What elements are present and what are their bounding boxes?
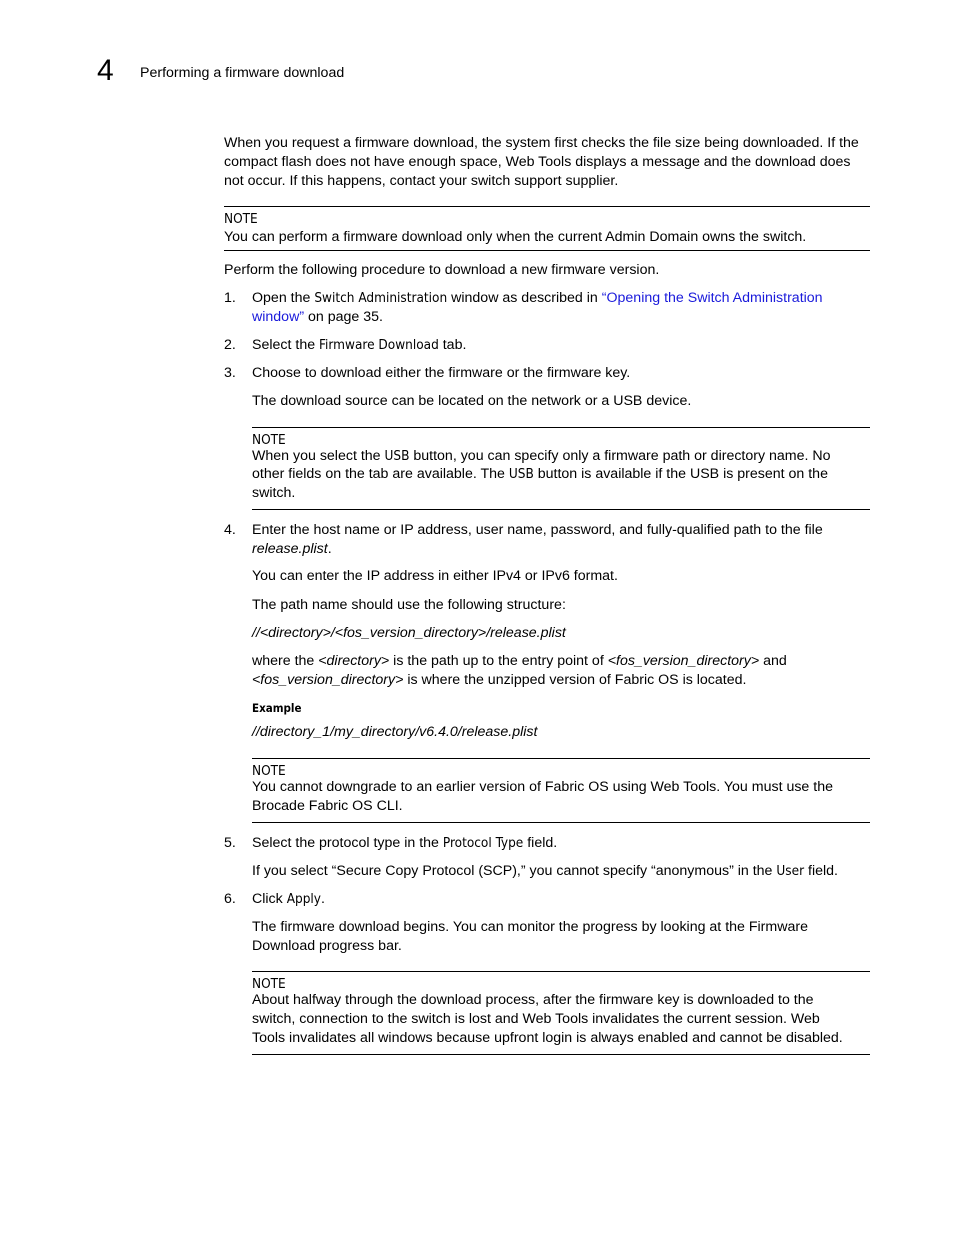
note-text: When you select the USB button, you can specify only a firmware path or directory name. No	[252, 448, 831, 464]
file-name: release.plist	[252, 541, 328, 557]
note-downgrade	[252, 758, 870, 823]
step-text: Select the	[252, 337, 320, 353]
step-3-detail: The download source can be located on the network or a USB device.	[252, 393, 692, 409]
note-halfway	[252, 971, 870, 1055]
note-label: NOTE	[252, 976, 286, 992]
step-5-detail: If you select “Secure Copy Protocol (SCP),” you cannot specify “anonymous” in the User field.	[252, 863, 838, 879]
note-text: Brocade Fabric OS CLI.	[252, 798, 403, 814]
step-number: 1.	[224, 290, 236, 306]
note-label: NOTE	[252, 432, 286, 448]
step-text: window as described in	[447, 290, 602, 306]
step-number: 6.	[224, 891, 236, 907]
note-label: NOTE	[224, 211, 258, 227]
procedure-intro: Perform the following procedure to download a new firmware version.	[224, 262, 660, 278]
step-6: Click Apply.	[252, 891, 325, 907]
note-label: NOTE	[252, 763, 286, 779]
path-structure: //<directory>/<fos_version_directory>/release.plist	[252, 625, 566, 641]
ui-label-protocol-type: Protocol Type	[442, 835, 524, 851]
step-number: 2.	[224, 337, 236, 353]
note-admin-domain	[224, 206, 870, 251]
step-text: tab.	[438, 337, 467, 353]
step-6-detail: The firmware download begins. You can monitor the progress by looking at the Firmware Download progress bar.	[252, 919, 808, 954]
step-1	[252, 289, 872, 327]
ui-label-usb: USB	[508, 466, 534, 482]
step-2	[252, 336, 466, 355]
note-text: other fields on the tab are available. The USB button is available if the USB is present on the	[252, 466, 828, 482]
intro-paragraph: When you request a firmware download, the system first checks the file size being downloaded. If the compact flash does not have enough space, Web Tools displays a message and the download does not occur. If this happens, contact your switch support supplier.	[224, 135, 859, 189]
step-4: Enter the host name or IP address, user name, password, and fully-qualified path to the file release.plist.	[252, 521, 872, 559]
cross-reference-link-cont[interactable]: window”	[252, 309, 305, 325]
step-number: 3.	[224, 365, 236, 381]
step-number: 4.	[224, 522, 236, 538]
cross-reference-link[interactable]: “Opening the Switch Administration	[601, 290, 823, 306]
path-explanation: where the <directory> is the path up to the entry point of <fos_version_directory> and <fos_version_directory> is where the unzipped version of Fabric OS is located.	[252, 653, 787, 688]
step-number: 5.	[224, 835, 236, 851]
step-4-detail-path: The path name should use the following structure:	[252, 597, 566, 613]
ui-label-switch-administration: Switch Administration	[314, 290, 448, 306]
step-4-detail-ip: You can enter the IP address in either IPv4 or IPv6 format.	[252, 568, 618, 584]
note-text: You cannot downgrade to an earlier version of Fabric OS using Web Tools. You must use the	[252, 779, 833, 795]
step-3: Choose to download either the firmware or the firmware key.	[252, 365, 631, 381]
ui-label-firmware-download: Firmware Download	[319, 337, 439, 353]
step-text: on page 35.	[304, 309, 383, 325]
note-usb	[252, 427, 870, 510]
note-text: About halfway through the download process, after the firmware key is downloaded to the	[252, 992, 814, 1008]
note-text: You can perform a firmware download only when the current Admin Domain owns the switch.	[224, 229, 807, 245]
chapter-title: Performing a firmware download	[140, 65, 345, 81]
step-5: Select the protocol type in the Protocol Type field.	[252, 835, 558, 851]
note-text: Tools invalidates all windows because upfront login is always enabled and cannot be disabled.	[252, 1030, 843, 1046]
ui-label-usb: USB	[384, 448, 410, 464]
ui-label-user: User	[776, 863, 805, 879]
ui-label-apply: Apply	[286, 891, 321, 907]
example-label: Example	[252, 701, 302, 715]
step-text: Open the	[252, 290, 315, 306]
note-text: switch, connection to the switch is lost and Web Tools invalidates the current session. Web	[252, 1011, 820, 1027]
chapter-number: 4	[97, 54, 114, 87]
example-path: //directory_1/my_directory/v6.4.0/release.plist	[252, 724, 538, 740]
note-text: switch.	[252, 485, 296, 501]
step-text: Enter the host name or IP address, user name, password, and fully-qualified path to the file	[252, 522, 823, 538]
